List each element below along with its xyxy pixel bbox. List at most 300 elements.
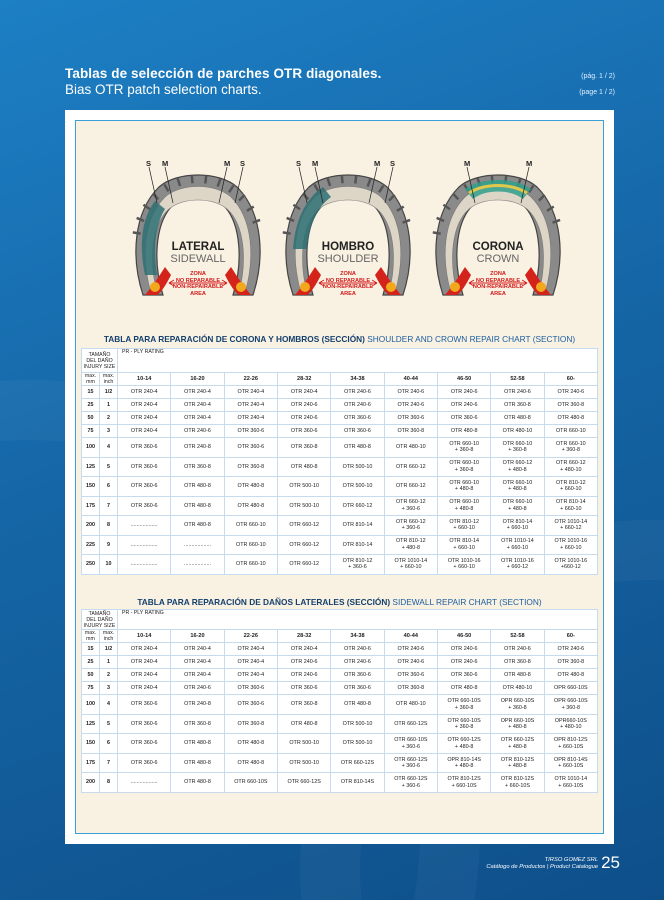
tire-diagram-shoulder (279, 159, 417, 311)
injury-inch-cell: 10 (100, 555, 118, 575)
table-title-en: SIDEWALL REPAIR CHART (SECTION) (390, 597, 542, 607)
patch-cell: OTR 240-4 (118, 386, 171, 399)
patch-cell: OTR 240-6 (331, 386, 384, 399)
tire-label-es: LATERAL (171, 241, 225, 253)
patch-cell: OTR 240-4 (278, 386, 331, 399)
patch-cell: OTR 660-12S + 360-6 (384, 753, 437, 773)
patch-cell: OTR 1010-14 + 660-12 (544, 516, 597, 536)
patch-cell: OTR 660-12 + 360-6 (384, 496, 437, 516)
injury-mm-cell: 25 (82, 399, 100, 412)
patch-cell: OTR 240-4 (118, 425, 171, 438)
patch-cell: OTR 240-4 (224, 399, 277, 412)
patch-cell: OTR 240-4 (171, 669, 224, 682)
patch-cell: OTR 660-10 (224, 516, 277, 536)
injury-mm-cell: 125 (82, 714, 100, 734)
mm-header: max. mm (82, 373, 100, 386)
table-row (82, 773, 598, 793)
patch-cell: OTR 240-4 (171, 412, 224, 425)
table-row (82, 643, 598, 656)
patch-cell: OTR 660-12 (331, 496, 384, 516)
patch-cell: OTR 660-10 (224, 555, 277, 575)
patch-cell: OTR 240-6 (171, 425, 224, 438)
patch-cell: OTR 240-6 (544, 386, 597, 399)
table-row (82, 753, 598, 773)
patch-cell: OTR 240-4 (118, 656, 171, 669)
patch-cell: OTR 660-10S + 360-8 (437, 714, 490, 734)
patch-cell: OTR 480-8 (224, 734, 277, 754)
patch-cell: OPR 660-10S (544, 682, 597, 695)
header-row (82, 630, 598, 643)
patch-cell: OTR 240-6 (437, 399, 490, 412)
patch-cell: OTR 240-4 (224, 643, 277, 656)
tread-block (133, 232, 141, 233)
patch-cell: OTR 660-12S (331, 753, 384, 773)
section-marker: M (224, 159, 231, 168)
injury-mm-cell: 50 (82, 412, 100, 425)
header-row (82, 349, 598, 373)
patch-cell: OTR 660-10 + 480-8 (437, 477, 490, 497)
table-row (82, 386, 598, 399)
patch-cell: OTR 240-6 (278, 412, 331, 425)
ply-rating-header: PR - PLY RATING (118, 610, 598, 630)
injury-mm-cell: 175 (82, 496, 100, 516)
patch-cell: OTR 360-8 (171, 714, 224, 734)
injury-inch-cell: 3 (100, 425, 118, 438)
patch-cell: OTR 360-8 (384, 682, 437, 695)
zone-text-line: NON-REPAIRABLE (322, 284, 374, 291)
ply-range-header: 34-38 (331, 373, 384, 386)
table-row (82, 412, 598, 425)
patch-cell: .................. (171, 555, 224, 575)
patch-cell: OTR 480-10 (384, 695, 437, 715)
patch-cell: OTR 660-10 + 360-8 (437, 457, 490, 477)
patch-cell: OTR 360-6 (224, 682, 277, 695)
patch-cell: OTR 360-6 (224, 695, 277, 715)
zone-text-line: NO REPARABLE (475, 277, 521, 284)
patch-cell: OTR 360-6 (331, 425, 384, 438)
patch-cell: OTR 810-12S + 660-10S (491, 773, 544, 793)
injury-mm-cell: 100 (82, 695, 100, 715)
ply-range-header: 16-20 (171, 630, 224, 643)
patch-cell: OTR 240-4 (171, 399, 224, 412)
patch-cell: OTR 660-10 + 360-8 (491, 438, 544, 458)
injury-size-header: TAMAÑO DEL DAÑO INJURY SIZE (82, 610, 118, 630)
patch-cell: OTR 660-10 (544, 425, 597, 438)
patch-cell: OTR 810-12 + 660-10 (544, 477, 597, 497)
crown-repair-table (81, 348, 598, 575)
patch-cell: OTR 480-8 (491, 412, 544, 425)
patch-cell: OTR 810-12S + 480-8 (491, 753, 544, 773)
ply-range-header: 34-38 (331, 630, 384, 643)
tire-diagram-sidewall (129, 159, 267, 311)
patch-cell: OTR 240-6 (491, 386, 544, 399)
patch-cell: OTR 240-6 (437, 643, 490, 656)
patch-cell: .................. (118, 535, 171, 555)
patch-cell: OTR 480-8 (224, 753, 277, 773)
inch-header: max. inch (100, 373, 118, 386)
patch-cell: OTR 480-8 (278, 714, 331, 734)
patch-cell: OTR 360-6 (278, 425, 331, 438)
patch-cell: OTR 660-10S + 360-6 (384, 734, 437, 754)
injury-inch-cell: 4 (100, 695, 118, 715)
patch-cell: OTR 660-10 + 480-8 (491, 477, 544, 497)
injury-inch-cell: 1 (100, 399, 118, 412)
patch-cell: OTR 480-8 (171, 734, 224, 754)
patch-cell: OTR 240-4 (224, 412, 277, 425)
ply-range-header: 10-14 (118, 373, 171, 386)
patch-cell: OTR 810-12 + 360-6 (331, 555, 384, 575)
injury-inch-cell: 6 (100, 734, 118, 754)
injury-inch-cell: 1/2 (100, 643, 118, 656)
patch-cell: OTR 240-4 (118, 412, 171, 425)
section-marker: S (146, 159, 152, 168)
injury-mm-cell: 225 (82, 535, 100, 555)
patch-cell: OPR 660-10S + 480-8 (491, 714, 544, 734)
patch-cell: OTR 360-6 (118, 714, 171, 734)
ply-range-header: 46-50 (437, 373, 490, 386)
patch-cell: OTR 500-10 (331, 734, 384, 754)
patch-cell: OTR 500-10 (278, 496, 331, 516)
ply-range-header: 52-58 (491, 373, 544, 386)
injury-mm-cell: 200 (82, 516, 100, 536)
patch-cell: OTR 1010-16 + 660-10 (544, 535, 597, 555)
tread-block (342, 175, 343, 183)
patch-cell: .................. (118, 516, 171, 536)
injury-mm-cell: 200 (82, 773, 100, 793)
patch-cell: OTR 240-8 (171, 438, 224, 458)
tire-label-es: CORONA (472, 241, 524, 253)
tread-block (433, 232, 441, 233)
patch-cell: OTR 500-10 (278, 753, 331, 773)
patch-cell: OTR 240-4 (118, 399, 171, 412)
page-indicator-es: (pág. 1 / 2) (581, 73, 615, 80)
table-title-sidewall (76, 597, 603, 607)
mm-header: max. mm (82, 630, 100, 643)
ply-range-header: 10-14 (118, 630, 171, 643)
tire-diagram-crown (429, 159, 567, 311)
patch-cell: OTR 660-12 (384, 457, 437, 477)
section-marker: M (312, 159, 319, 168)
section-marker: M (526, 159, 533, 168)
injury-inch-cell: 9 (100, 535, 118, 555)
patch-cell: OTR 810-14S (331, 773, 384, 793)
patch-cell: OTR 240-8 (171, 695, 224, 715)
patch-cell: OTR 480-10 (491, 425, 544, 438)
patch-cell: OTR 360-6 (331, 412, 384, 425)
injury-inch-cell: 8 (100, 516, 118, 536)
injury-inch-cell: 3 (100, 682, 118, 695)
patch-cell: OTR 660-12 (278, 516, 331, 536)
patch-cell: OTR 480-10 (491, 682, 544, 695)
patch-cell: OTR 810-14 (331, 516, 384, 536)
patch-cell: OTR 500-10 (331, 457, 384, 477)
patch-cell: OTR 240-4 (118, 669, 171, 682)
injury-mm-cell: 150 (82, 477, 100, 497)
patch-cell: OTR 360-6 (118, 477, 171, 497)
patch-cell: OTR 240-4 (224, 386, 277, 399)
patch-cell: OTR 240-6 (384, 656, 437, 669)
tire-diagrams (76, 159, 603, 311)
patch-cell: OTR 240-4 (224, 656, 277, 669)
patch-cell: OTR 360-6 (384, 669, 437, 682)
ply-range-header: 46-50 (437, 630, 490, 643)
injury-mm-cell: 50 (82, 669, 100, 682)
patch-cell: OTR 660-10 + 480-8 (491, 496, 544, 516)
patch-cell: OTR 240-4 (118, 682, 171, 695)
patch-cell: OTR 360-6 (118, 496, 171, 516)
table-row (82, 399, 598, 412)
table-row (82, 425, 598, 438)
patch-cell: OTR 240-6 (278, 669, 331, 682)
patch-cell: OTR 660-12 + 480-10 (544, 457, 597, 477)
injury-inch-cell: 7 (100, 496, 118, 516)
zone-text-line: ZONA (490, 271, 506, 277)
tire-label-es: HOMBRO (321, 241, 375, 253)
patch-cell: OPR 810-14S + 480-8 (437, 753, 490, 773)
patch-cell: OTR 240-6 (331, 656, 384, 669)
patch-cell: OTR 240-4 (118, 643, 171, 656)
patch-cell: OTR 500-10 (331, 714, 384, 734)
injury-mm-cell: 15 (82, 386, 100, 399)
patch-cell: OTR 240-6 (331, 643, 384, 656)
footer-company: TIRSO GOMEZ SRL (544, 857, 599, 863)
page-subtitle: Bias OTR patch selection charts. (65, 82, 262, 97)
ply-range-header: 52-58 (491, 630, 544, 643)
patch-cell: OTR 240-4 (171, 656, 224, 669)
patch-cell: OTR 480-8 (171, 753, 224, 773)
patch-cell: OTR 1010-14 + 660-10S (544, 773, 597, 793)
patch-cell: OTR 240-6 (171, 682, 224, 695)
section-marker: M (464, 159, 471, 168)
injury-mm-cell: 15 (82, 643, 100, 656)
patch-cell: OTR 1010-16 +660-12 (544, 555, 597, 575)
patch-cell: OTR 660-10S (224, 773, 277, 793)
patch-cell: OTR 660-10S + 360-8 (437, 695, 490, 715)
patch-cell: OTR 360-8 (491, 656, 544, 669)
table-row (82, 734, 598, 754)
injury-inch-cell: 4 (100, 438, 118, 458)
tread-block (192, 175, 193, 183)
tire-label-en: CROWN (476, 253, 520, 265)
patch-cell: OTR 360-6 (118, 695, 171, 715)
patch-cell: OTR 480-8 (544, 669, 597, 682)
patch-cell: OTR 810-14 + 660-10 (544, 496, 597, 516)
table-row (82, 477, 598, 497)
zone-text-line: NO REPARABLE (325, 277, 371, 284)
inch-header: max. inch (100, 630, 118, 643)
patch-cell: OTR 360-6 (224, 438, 277, 458)
injury-inch-cell: 8 (100, 773, 118, 793)
zone-text-line: AREA (340, 290, 356, 297)
table-row (82, 669, 598, 682)
table-row (82, 535, 598, 555)
patch-cell: OTR 360-8 (544, 399, 597, 412)
patch-cell: OTR 360-6 (118, 753, 171, 773)
patch-cell: OTR 660-12S + 480-8 (491, 734, 544, 754)
table-row (82, 714, 598, 734)
patch-cell: OTR 810-14 + 660-10 (491, 516, 544, 536)
injury-inch-cell: 2 (100, 669, 118, 682)
patch-cell: OTR 240-6 (544, 643, 597, 656)
patch-cell: OTR 240-6 (278, 656, 331, 669)
non-repairable-zone-label (279, 271, 417, 297)
patch-cell: OTR 810-14 (331, 535, 384, 555)
patch-cell: OTR 500-10 (278, 734, 331, 754)
patch-cell: OTR 360-8 (278, 695, 331, 715)
table-title-es: TABLA PARA REPARACIÓN DE DAÑOS LATERALES (SECCIÓN) (137, 597, 391, 607)
ply-range-header: 40-44 (384, 373, 437, 386)
zone-text-line: NO REPARABLE (175, 277, 221, 284)
patch-cell: OTR 480-8 (171, 496, 224, 516)
sidewall-repair-table (81, 609, 598, 793)
patch-cell: .................. (118, 555, 171, 575)
patch-cell: OTR 660-12 (384, 477, 437, 497)
injury-inch-cell: 2 (100, 412, 118, 425)
injury-mm-cell: 175 (82, 753, 100, 773)
crown-repair-table-wrap (81, 348, 598, 575)
section-marker: M (162, 159, 169, 168)
patch-cell: OTR 660-12S (278, 773, 331, 793)
patch-cell: OTR 480-8 (331, 438, 384, 458)
patch-cell: OTR 240-6 (384, 643, 437, 656)
patch-cell: OTR 360-8 (224, 457, 277, 477)
table-row (82, 656, 598, 669)
tread-block (355, 176, 356, 184)
zone-text-line: NON-REPAIRABLE (472, 284, 524, 291)
patch-cell: OPR 810-14S + 660-10S (544, 753, 597, 773)
chart-panel (75, 120, 604, 834)
patch-cell: OTR 360-6 (224, 425, 277, 438)
injury-mm-cell: 250 (82, 555, 100, 575)
table-title-es: TABLA PARA REPARACIÓN DE CORONA Y HOMBROS (SECCIÓN) (103, 334, 365, 344)
non-repairable-zone-label (429, 271, 567, 297)
patch-cell: OTR 360-6 (437, 669, 490, 682)
patch-cell: OTR 480-8 (224, 477, 277, 497)
ply-range-header: 60- (544, 373, 597, 386)
tread-block (205, 176, 206, 184)
patch-cell: OTR 240-4 (224, 669, 277, 682)
patch-cell: OTR 660-12S + 360-6 (384, 773, 437, 793)
patch-cell: OTR 360-6 (331, 669, 384, 682)
page-number: 25 (601, 853, 620, 872)
injury-mm-cell: 75 (82, 425, 100, 438)
injury-inch-cell: 5 (100, 457, 118, 477)
patch-cell: OTR 240-6 (384, 386, 437, 399)
patch-cell: OTR 660-12 (278, 535, 331, 555)
patch-cell: OTR 240-6 (384, 399, 437, 412)
table-title-crown (76, 334, 603, 344)
patch-cell: OPR 810-12S + 660-10S (544, 734, 597, 754)
patch-cell: OTR 360-8 (491, 399, 544, 412)
table-row (82, 457, 598, 477)
patch-cell: OTR 360-6 (437, 412, 490, 425)
patch-cell: OTR 360-8 (384, 425, 437, 438)
patch-cell: OTR 360-6 (278, 682, 331, 695)
zone-text-line: ZONA (340, 271, 356, 277)
ply-range-header: 28-32 (278, 373, 331, 386)
patch-cell: OTR 360-8 (544, 656, 597, 669)
page-indicator-en: (page 1 / 2) (579, 89, 615, 96)
tire-label-en: SIDEWALL (170, 253, 226, 265)
tire-label-en: SHOULDER (317, 253, 379, 265)
patch-cell: OPR 660-10S + 360-8 (491, 695, 544, 715)
patch-cell: OTR 240-6 (437, 386, 490, 399)
injury-inch-cell: 1/2 (100, 386, 118, 399)
patch-cell: OTR 240-6 (491, 643, 544, 656)
ply-range-header: 28-32 (278, 630, 331, 643)
patch-cell: OTR 360-8 (171, 457, 224, 477)
injury-inch-cell: 5 (100, 714, 118, 734)
patch-cell: OTR 360-8 (224, 714, 277, 734)
ply-range-header: 16-20 (171, 373, 224, 386)
patch-cell: OTR 240-4 (278, 643, 331, 656)
patch-cell: OTR 1010-14 + 660-10 (384, 555, 437, 575)
patch-cell: OTR 480-8 (224, 496, 277, 516)
footer-catalogue: Catálogo de Productos | Product Catalogue (486, 864, 599, 870)
patch-cell: OTR 660-10 (224, 535, 277, 555)
ply-range-header: 60- (544, 630, 597, 643)
table-row (82, 555, 598, 575)
patch-cell: OTR 240-6 (331, 399, 384, 412)
patch-cell: OTR 480-8 (544, 412, 597, 425)
ply-range-header: 22-26 (224, 373, 277, 386)
patch-cell: OTR 660-10 + 360-8 (544, 438, 597, 458)
injury-inch-cell: 7 (100, 753, 118, 773)
patch-cell: OTR 480-10 (384, 438, 437, 458)
patch-cell: OTR 1010-16 + 660-10 (437, 555, 490, 575)
ply-range-header: 22-26 (224, 630, 277, 643)
patch-cell: OTR 240-6 (278, 399, 331, 412)
injury-mm-cell: 75 (82, 682, 100, 695)
patch-cell: OTR 360-6 (118, 438, 171, 458)
injury-inch-cell: 1 (100, 656, 118, 669)
table-row (82, 695, 598, 715)
tread-block (283, 232, 291, 233)
injury-mm-cell: 25 (82, 656, 100, 669)
table-row (82, 438, 598, 458)
patch-cell: OTR 1010-16 + 660-12 (491, 555, 544, 575)
header-row (82, 610, 598, 630)
table-row (82, 682, 598, 695)
patch-cell: OTR 660-12S (384, 714, 437, 734)
patch-cell: OPR660-10S + 480-10 (544, 714, 597, 734)
non-repairable-zone-label (129, 271, 267, 297)
patch-cell: OTR 810-12 + 480-8 (384, 535, 437, 555)
header-row (82, 373, 598, 386)
table-row (82, 496, 598, 516)
patch-cell: OTR 360-6 (331, 682, 384, 695)
patch-cell: OTR 1010-14 + 660-10 (491, 535, 544, 555)
page-footer (486, 855, 620, 871)
injury-mm-cell: 150 (82, 734, 100, 754)
patch-cell: OTR 240-4 (171, 643, 224, 656)
patch-cell: OTR 480-8 (491, 669, 544, 682)
zone-text-line: NON-REPAIRABLE (172, 284, 224, 291)
section-marker: S (240, 159, 246, 168)
patch-cell: OTR 480-8 (171, 516, 224, 536)
patch-cell: OTR 480-8 (437, 425, 490, 438)
ply-range-header: 40-44 (384, 630, 437, 643)
section-marker: S (296, 159, 302, 168)
patch-cell: OTR 360-6 (118, 457, 171, 477)
patch-cell: OTR 810-12S + 660-10S (437, 773, 490, 793)
patch-cell: OTR 660-12S + 480-8 (437, 734, 490, 754)
patch-cell: .................. (171, 535, 224, 555)
patch-cell: OTR 660-10 + 480-8 (437, 496, 490, 516)
sidewall-repair-table-wrap (81, 609, 598, 793)
zone-text-line: ZONA (190, 271, 206, 277)
patch-cell: OTR 500-10 (331, 477, 384, 497)
